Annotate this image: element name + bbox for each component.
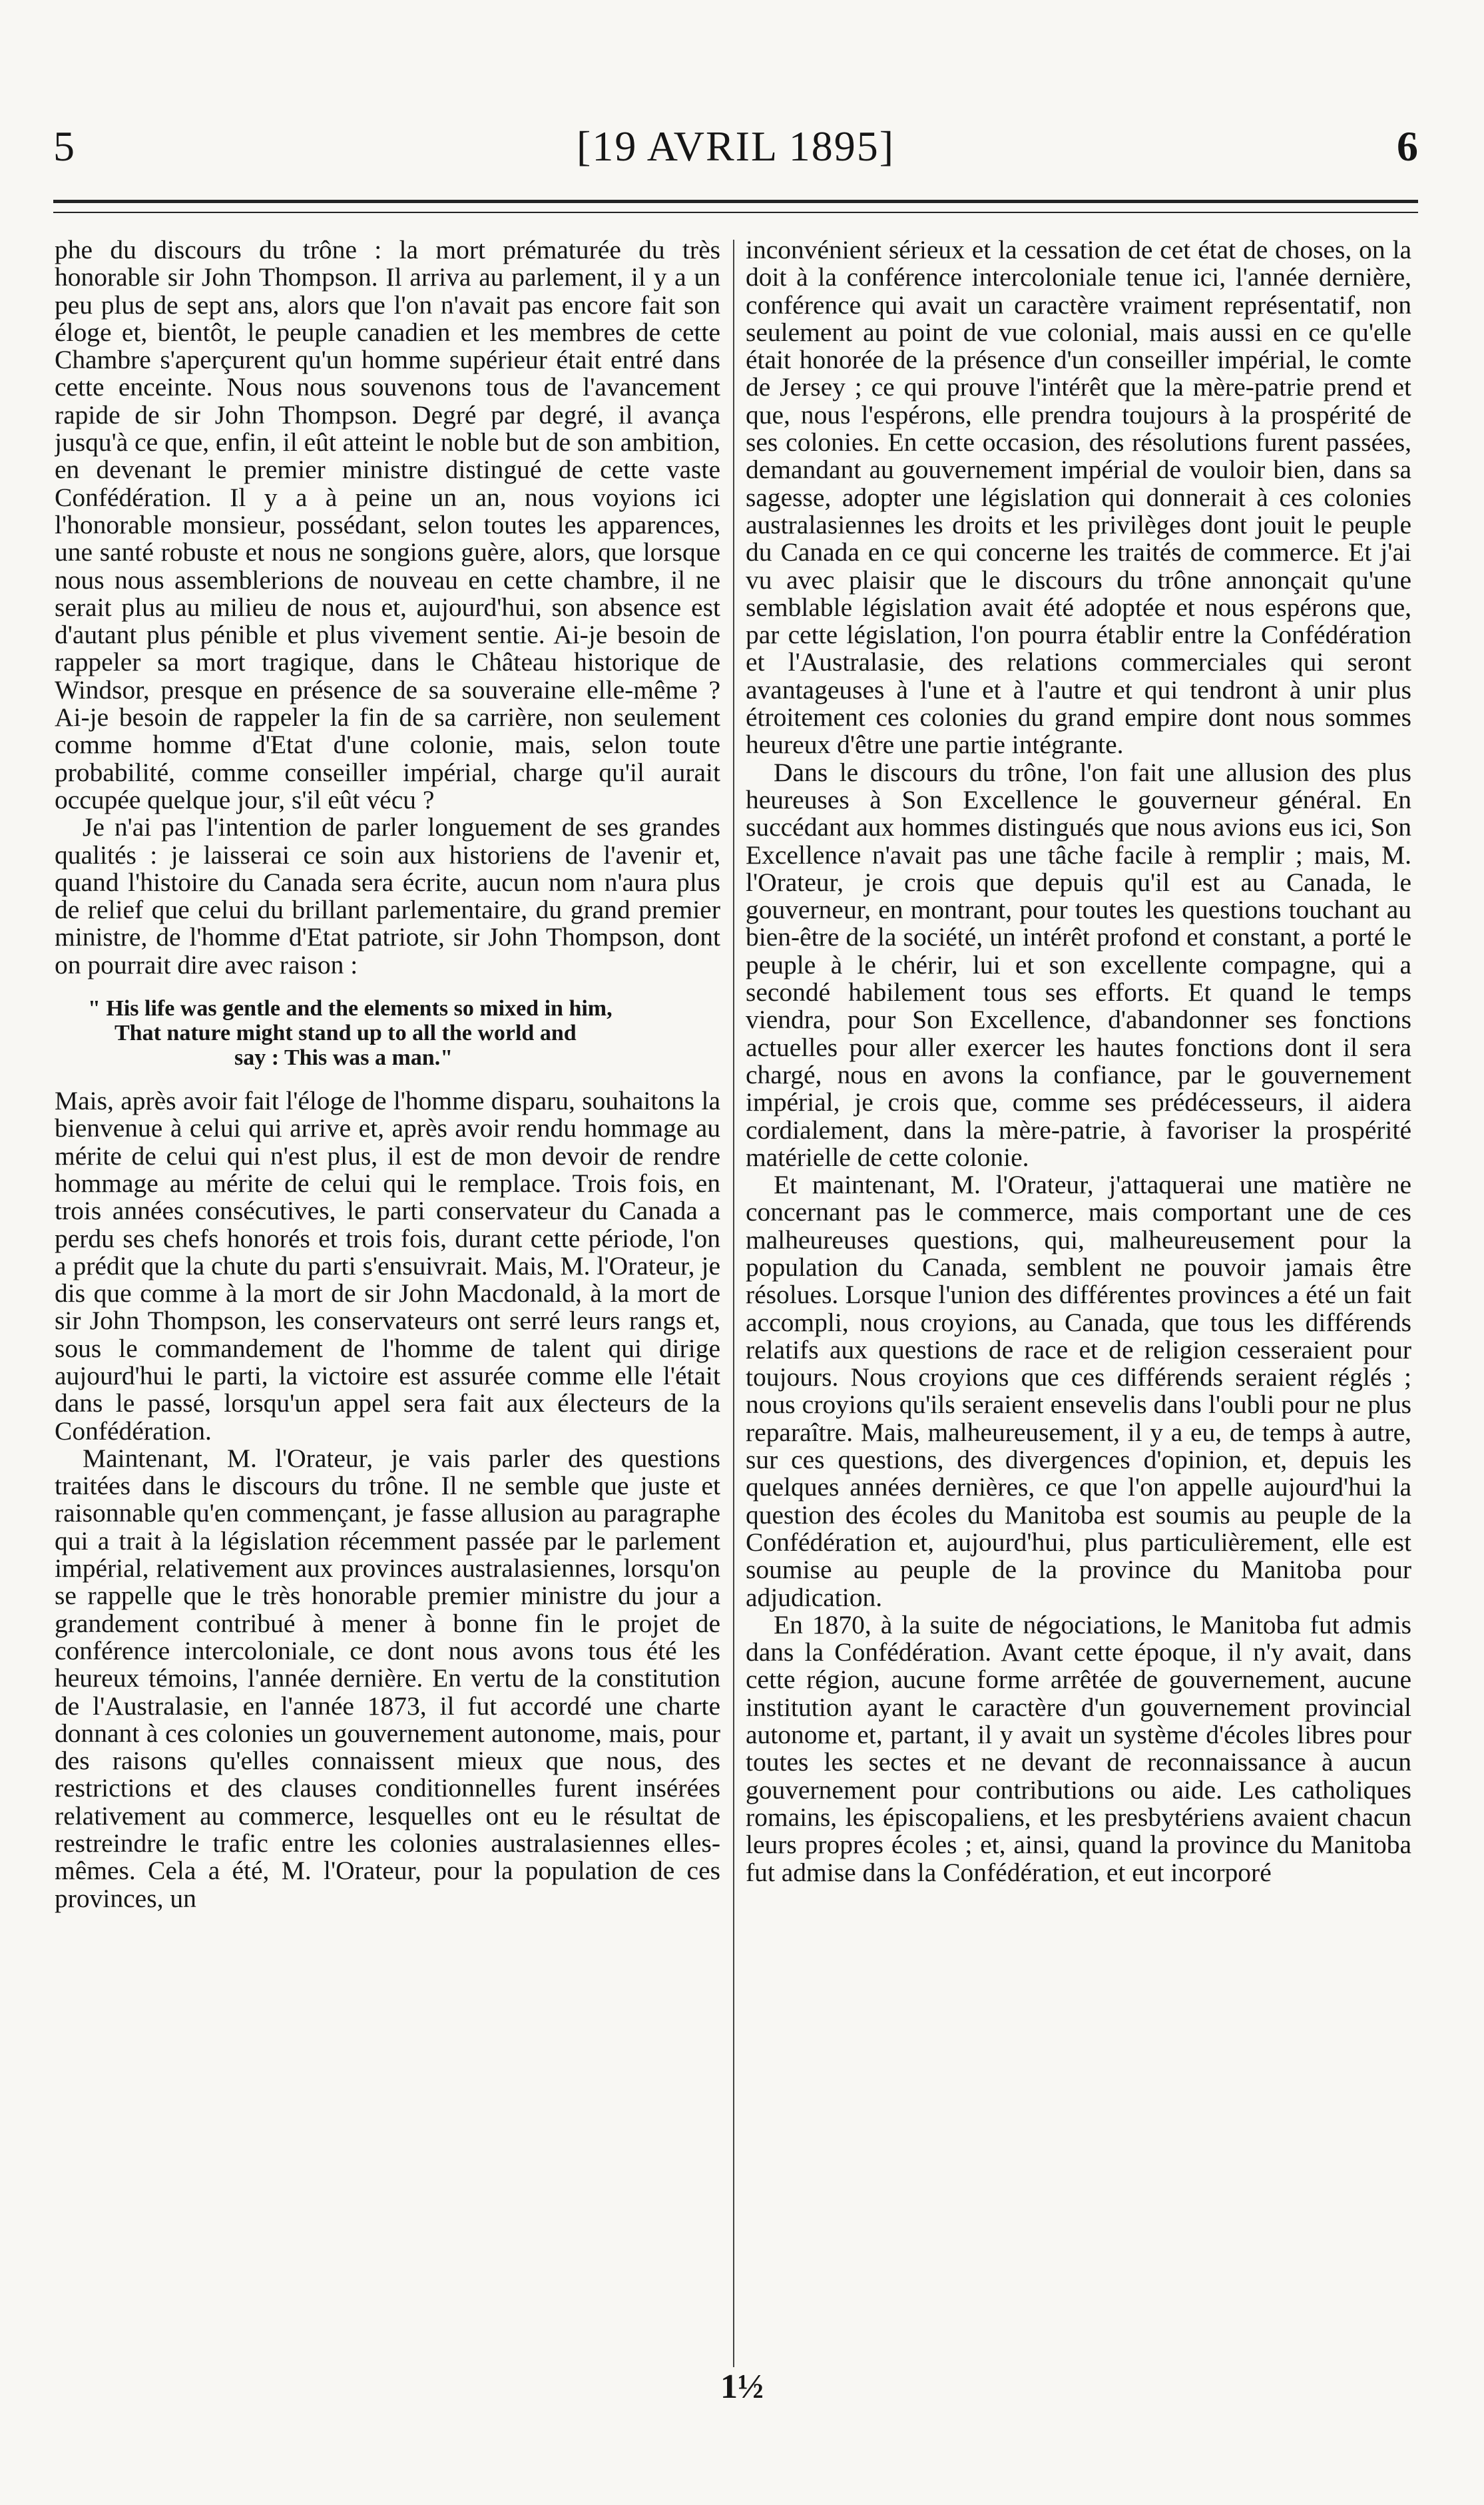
paragraph: Je n'ai pas l'intention de parler longuement de ses grandes qualités : je laisserai ce soin aux historiens de l'avenir et, quand l'histoire du Canada sera écrite, aucun nom n'aura plus de relief que celui du brillant parlementaire, du grand premier ministre, de l'homme d'Etat patriote, sir John Thompson, dont on pourrait dire avec raison :: [55, 812, 720, 979]
column-divider: [733, 240, 734, 2367]
quote-line: That nature might stand up to all the world and: [115, 1021, 577, 1046]
signature-mark: 1½: [720, 2368, 764, 2406]
block-quote: [88, 996, 700, 1070]
paragraph: Et maintenant, M. l'Orateur, j'attaquerai une matière ne concernant pas le commerce, mais comportant une de ces malheureuses questions, qui, malheureusement pour la population du Canada, semblent ne pouvoir jamais être résolues. Lorsque l'union des différentes provinces a été un fait accompli, nous croyions, au Canada, que tous les différends relatifs aux questions de race et de religion cesseraient pour toujours. Nous croyions que ces différends seraient réglés ; nous croyions qu'ils seraient ensevelis dans l'oubli pour ne plus reparaître. Mais, malheureusement, il y a eu, de temps à autre, sur ces questions, des divergences d'opinion, et, depuis les quelques années dernières, ce que l'on appelle aujourd'hui la question des écoles du Manitoba est soumis au peuple de la Confédération et, aujourd'hui, plus particulièrement, elle est soumise au peuple de la province du Manitoba pour adjudication.: [746, 1170, 1411, 1612]
paragraph: En 1870, à la suite de négociations, le Manitoba fut admis dans la Confédération. Avant cette époque, il n'y avait, dans cette région, aucune forme arrêtée de gouvernement, aucune institution ayant le caractère d'un gouvernement provincial autonome et, partant, il y avait un système d'écoles libres pour toutes les sectes et ne devant de reconnaissance à aucun gouvernement pour contributions ou aide. Les catholiques romains, les épiscopaliens, et les presbytériens avaient chacun leurs propres écoles ; et, ainsi, quand la province du Manitoba fut admise dans la Confédération, et eut incorporé: [746, 1609, 1411, 1887]
quote-line: say : This was a man.": [234, 1045, 453, 1071]
paragraph: Maintenant, M. l'Orateur, je vais parler des questions traitées dans le discours du trône. Il ne semble que juste et raisonnable qu'en commençant, je fasse allusion au paragraphe qui a trait à la législation récemment passée par le parlement impérial, relativement aux provinces australasiennes, lorsqu'on se rappelle que le très honorable premier ministre du jour a grandement contribué à mener à bonne fin le projet de conférence intercoloniale, ce dont nous avons tous été les heureux témoins, l'année dernière. En vertu de la constitution de l'Australasie, en l'année 1873, il fut accordé une charte donnant à ces colonies un gouvernement autonome, mais, pour des raisons qu'elles connaissent mieux que nous, des restrictions et des clauses conditionnelles furent insérées relativement au commerce, lesquelles ont eu le résultat de restreindre le trafic entre les colonies australasiennes elles-mêmes. Cela a été, M. l'Orateur, pour la population de ces provinces, un: [55, 1443, 720, 1913]
quote-line: " His life was gentle and the elements so mixed in him,: [88, 996, 613, 1021]
page-date: [19 AVRIL 1895]: [577, 123, 895, 170]
paragraph: Dans le discours du trône, l'on fait une allusion des plus heureuses à Son Excellence le gouverneur général. En succédant aux hommes distingués que nous avions eus ici, Son Excellence n'avait pas une tâche facile à remplir ; mais, M. l'Orateur, je crois que depuis qu'il est au Canada, le gouverneur, en montrant, pour toutes les questions touchant au bien-être de la société, un intérêt profond et constant, a porté le peuple à le chérir, lui et son excellente compagne, qui a secondé habilement tous ses efforts. Et quand le temps viendra, pour Son Excellence, d'abandonner ses fonctions actuelles pour aller exercer les hautes fonctions dont il sera chargé, nous en avons la confiance, par le gouvernement impérial, je crois que, comme ses prédécesseurs, il aidera cordialement, dans la mère-patrie, à favoriser la prospérité matérielle de cette colonie.: [746, 757, 1411, 1172]
page-number-left: 5: [53, 123, 75, 170]
paragraph: phe du discours du trône : la mort prématurée du très honorable sir John Thompson. Il arriva au parlement, il y a un peu plus de sept ans, alors que l'on n'avait pas encore fait son éloge et, bientôt, le peuple canadien et les membres de cette Chambre s'aperçurent qu'un homme supérieur était entré dans cette enceinte. Nous nous souvenons tous de l'avancement rapide de sir John Thompson. Degré par degré, il avança jusqu'à ce que, enfin, il eût atteint le noble but de son ambition, en devenant le premier ministre distingué de cette vaste Confédération. Il y a à peine un an, nous voyions ici l'honorable monsieur, possédant, selon toutes les apparences, une santé robuste et nous ne songions guère, alors, que lorsque nous nous assemblerions de nouveau en cette chambre, il ne serait plus au milieu de nous et, aujourd'hui, son absence est d'autant plus pénible et plus vivement sentie. Ai-je besoin de rappeler sa mort tragique, dans le Château historique de Windsor, presque en présence de sa souveraine elle-même ? Ai-je besoin de rappeler la fin de sa carrière, non seulement comme homme d'Etat d'une colonie, mais, selon toute probabilité, comme conseiller impérial, charge qu'il aurait occupée quelque jour, s'il eût vécu ?: [55, 236, 720, 814]
header-rule-thick: [53, 200, 1418, 203]
header-rule-thin: [53, 212, 1418, 213]
page-number-right: 6: [1397, 123, 1418, 170]
paragraph: inconvénient sérieux et la cessation de cet état de choses, on la doit à la conférence intercoloniale tenue ici, l'année dernière, conférence qui avait un caractère vraiment représentatif, non seulement au point de vue colonial, mais aussi en ce qu'elle était honorée de la présence d'un conseiller impérial, le comte de Jersey ; ce qui prouve l'intérêt que la mère-patrie prend et que, nous l'espérons, elle prendra toujours à la prospérité de ses colonies. En cette occasion, des résolutions furent passées, demandant au gouvernement impérial de vouloir bien, dans sa sagesse, adopter une législation qui donnerait à ces colonies australasiennes les droits et les privilèges dont jouit le peuple du Canada en ce qui concerne les traités de commerce. Et j'ai vu avec plaisir que le discours du trône annonçait qu'une semblable législation avait été adoptée et nous espérons que, par cette législation, l'on pourra établir entre la Confédération et l'Australasie, des relations commerciales qui seront avantageuses à l'une et à l'autre et qui tendront à unir plus étroitement ces colonies du grand empire dont nous sommes heureux d'être une partie intégrante.: [746, 236, 1411, 760]
right-column: [746, 236, 1411, 2367]
left-column: [55, 236, 720, 2367]
page-header: [53, 113, 1418, 180]
paragraph: Mais, après avoir fait l'éloge de l'homme disparu, souhaitons la bienvenue à celui qui arrive et, après avoir rendu hommage au mérite de celui qui n'est plus, il est de mon devoir de rendre hommage au mérite de celui qui le remplace. Trois fois, en trois années consécutives, le parti conservateur du Canada a perdu ses chefs honorés et trois fois, durant cette période, l'on a prédit que la chute du parti s'ensuivrait. Mais, M. l'Orateur, je dis que comme à la mort de sir John Macdonald, à la mort de sir John Thompson, les conservateurs ont serré leurs rangs et, sous le commandement de l'homme de talent qui dirige aujourd'hui le parti, la victoire est assurée comme elle l'était dans le passé, lorsqu'un appel sera fait aux électeurs de la Confédération.: [55, 1086, 720, 1446]
